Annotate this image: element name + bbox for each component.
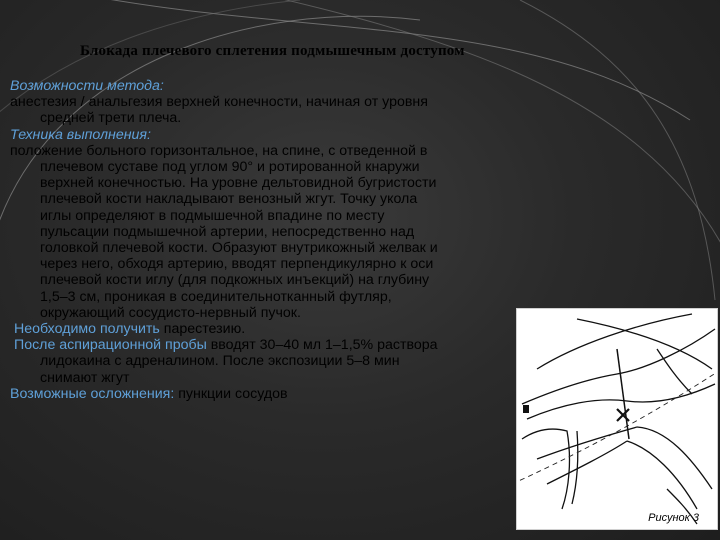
- slide-title: Блокада плечевого сплетения подмышечным доступом: [80, 43, 465, 59]
- figure-illustration: [516, 308, 718, 530]
- technique-line: головкой плечевой кости. Образуют внутрикожный желвак и: [40, 240, 438, 257]
- complications-paragraph: [10, 386, 522, 402]
- technique-line: плечевом суставе под углом 90° и ротированной кнаружи: [40, 159, 420, 176]
- slide-content: [10, 78, 522, 402]
- arm-injection-drawing: [517, 309, 717, 529]
- necessary-text: парестезию.: [159, 321, 246, 338]
- technique-line: через него, обходя артерию, вводят перпендикулярно к оси: [40, 256, 434, 273]
- complications-label: Возможные осложнения:: [10, 385, 175, 402]
- necessary-label: Необходимо получить: [14, 321, 160, 338]
- technique-line: окружающий сосудисто-нервный пучок.: [40, 304, 301, 321]
- figure-caption: Рисунок 3: [648, 512, 699, 524]
- necessary-paragraph: [10, 321, 522, 337]
- technique-line: иглы определяют в подмышечной впадине по месту: [40, 207, 385, 224]
- technique-line: 1,5–3 см, проникая в соединительнотканный футляр,: [40, 288, 392, 305]
- after-paragraph: [10, 337, 522, 353]
- technique-line: плечевой кости накладывают венозный жгут. Точку укола: [40, 191, 418, 208]
- technique-line: плечевой кости иглу (для подкожных инъекций) на глубину: [40, 272, 430, 289]
- capabilities-heading: Возможности метода:: [10, 78, 164, 94]
- after-label: После аспирационной пробы: [14, 337, 207, 354]
- capabilities-line: средней трети плеча.: [40, 110, 182, 127]
- after-text: вводят 30–40 мл 1–1,5% раствора: [206, 337, 438, 354]
- complications-text: пункции сосудов: [174, 385, 288, 402]
- technique-line: пульсации подмышечной артерии, непосредственно над: [40, 223, 415, 240]
- capabilities-line: анестезия / анальгезия верхней конечности, начиная от уровня: [10, 94, 428, 111]
- after-line: лидокаина с адреналином. После экспозиции 5–8 мин: [40, 353, 400, 370]
- technique-heading: Техника выполнения:: [10, 126, 151, 143]
- technique-line: верхней конечностью. На уровне дельтовидной бугристости: [40, 175, 437, 192]
- after-line: снимают жгут: [40, 369, 130, 386]
- technique-line: положение больного горизонтальное, на спине, с отведенной в: [10, 142, 428, 159]
